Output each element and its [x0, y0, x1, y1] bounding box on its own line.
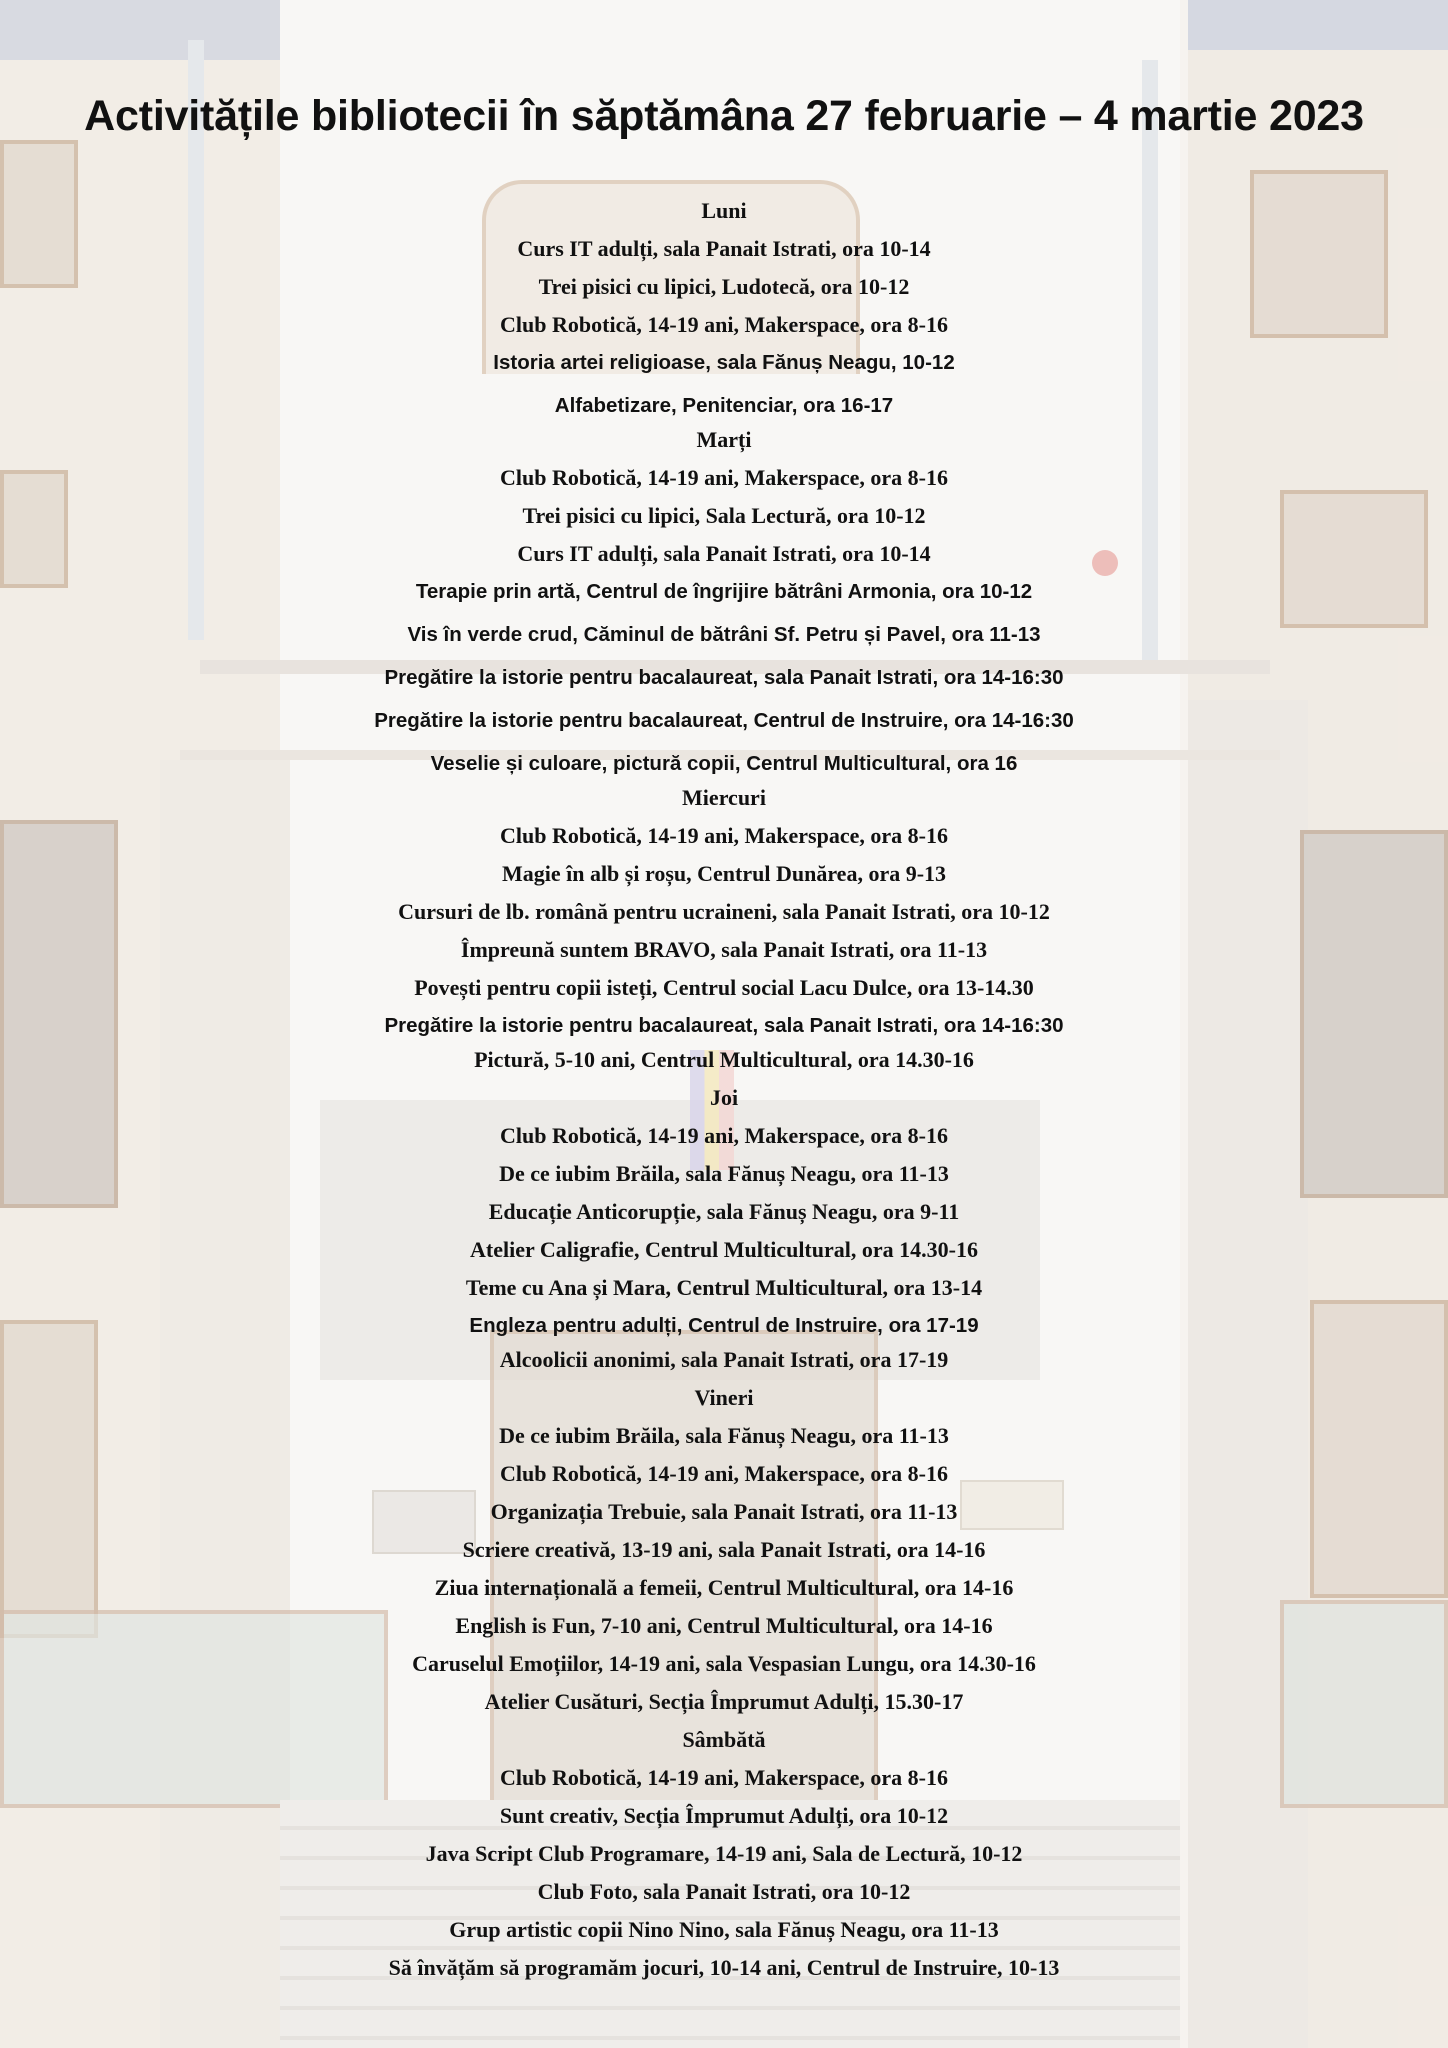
activity-item: Să învățăm să programăm jocuri, 10-14 ani, Centrul de Instruire, 10-13 [388, 1955, 1060, 1980]
activity-item: Club Robotică, 14-19 ani, Makerspace, ora 8-16 [500, 823, 948, 848]
activity-item: Grup artistic copii Nino Nino, sala Fănuș Neagu, ora 11-13 [449, 1917, 999, 1942]
activity-item: Atelier Cusături, Secția Împrumut Adulți, 15.30-17 [484, 1689, 964, 1714]
activity-item: Teme cu Ana și Mara, Centrul Multicultural, ora 13-14 [465, 1275, 983, 1300]
activity-item: Trei pisici cu lipici, Sala Lectură, ora 10-12 [522, 503, 926, 528]
day-heading: Marți [696, 427, 752, 452]
activity-item: Educație Anticorupție, sala Fănuș Neagu, ora 9-11 [488, 1199, 960, 1224]
activity-item: Club Robotică, 14-19 ani, Makerspace, ora 8-16 [500, 1123, 948, 1148]
activity-item: Club Robotică, 14-19 ani, Makerspace, ora 8-16 [500, 1765, 948, 1790]
activity-item: De ce iubim Brăila, sala Fănuș Neagu, ora 11-13 [499, 1423, 949, 1448]
day-section [0, 1727, 1448, 1993]
activity-item: Sunt creativ, Secția Împrumut Adulți, ora 10-12 [499, 1803, 949, 1828]
activity-item: English is Fun, 7-10 ani, Centrul Multicultural, ora 14-16 [455, 1613, 993, 1638]
activity-item: Atelier Caligrafie, Centrul Multicultural, ora 14.30-16 [470, 1237, 978, 1262]
activity-item: De ce iubim Brăila, sala Fănuș Neagu, ora 11-13 [499, 1161, 949, 1186]
activity-item: Cursuri de lb. română pentru ucraineni, sala Panait Istrati, ora 10-12 [398, 899, 1050, 924]
activity-item: Club Robotică, 14-19 ani, Makerspace, ora 8-16 [500, 312, 948, 337]
day-heading: Luni [701, 198, 747, 223]
day-section [0, 1085, 1448, 1385]
activity-item: Alfabetizare, Penitenciar, ora 16-17 [554, 394, 894, 417]
activity-item: Caruselul Emoțiilor, 14-19 ani, sala Vespasian Lungu, ora 14.30-16 [412, 1651, 1036, 1676]
day-heading: Joi [709, 1085, 739, 1110]
activity-item: Terapie prin artă, Centrul de îngrijire bătrâni Armonia, ora 10-12 [415, 580, 1033, 603]
activity-item: Curs IT adulți, sala Panait Istrati, ora 10-14 [517, 541, 931, 566]
day-section [0, 785, 1448, 1085]
day-heading: Vineri [694, 1385, 754, 1410]
activity-item: Pictură, 5-10 ani, Centrul Multicultural, ora 14.30-16 [474, 1047, 974, 1072]
activity-item: Împreună suntem BRAVO, sala Panait Istrati, ora 11-13 [460, 937, 988, 962]
activity-item: Istoria artei religioase, sala Fănuș Neagu, 10-12 [493, 351, 955, 374]
activity-item: Club Robotică, 14-19 ani, Makerspace, ora 8-16 [500, 1461, 948, 1486]
activity-item: Trei pisici cu lipici, Ludotecă, ora 10-12 [538, 274, 910, 299]
day-section [0, 427, 1448, 785]
activity-item: Club Foto, sala Panait Istrati, ora 10-12 [537, 1879, 911, 1904]
activity-item: Pregătire la istorie pentru bacalaureat, sala Panait Istrati, ora 14-16:30 [384, 666, 1064, 689]
page-title: Activitățile bibliotecii în săptămâna 27 februarie – 4 martie 2023 [84, 92, 1364, 140]
activity-item: Magie în alb și roșu, Centrul Dunărea, ora 9-13 [501, 861, 947, 886]
weekly-schedule [0, 198, 1448, 1993]
day-section [0, 198, 1448, 427]
activity-item: Scriere creativă, 13-19 ani, sala Panait Istrati, ora 14-16 [462, 1537, 986, 1562]
activity-item: Povești pentru copii isteți, Centrul social Lacu Dulce, ora 13-14.30 [414, 975, 1034, 1000]
activity-item: Alcoolicii anonimi, sala Panait Istrati, ora 17-19 [499, 1347, 949, 1372]
activity-item: Veselie și culoare, pictură copii, Centrul Multicultural, ora 16 [430, 752, 1018, 775]
activity-item: Pregătire la istorie pentru bacalaureat, sala Panait Istrati, ora 14-16:30 [384, 1014, 1064, 1037]
activity-item: Java Script Club Programare, 14-19 ani, Sala de Lectură, 10-12 [425, 1841, 1023, 1866]
activity-item: Curs IT adulți, sala Panait Istrati, ora 10-14 [517, 236, 931, 261]
activity-item: Engleza pentru adulți, Centrul de Instruire, ora 17-19 [469, 1314, 979, 1337]
activity-item: Organizația Trebuie, sala Panait Istrati, ora 11-13 [490, 1499, 958, 1524]
activity-item: Club Robotică, 14-19 ani, Makerspace, ora 8-16 [500, 465, 948, 490]
day-heading: Miercuri [682, 785, 766, 810]
day-heading: Sâmbătă [682, 1727, 766, 1752]
activity-item: Ziua internațională a femeii, Centrul Multicultural, ora 14-16 [434, 1575, 1014, 1600]
day-section [0, 1385, 1448, 1727]
activity-item: Vis în verde crud, Căminul de bătrâni Sf. Petru și Pavel, ora 11-13 [407, 623, 1041, 646]
activity-item: Pregătire la istorie pentru bacalaureat, Centrul de Instruire, ora 14-16:30 [374, 709, 1074, 732]
